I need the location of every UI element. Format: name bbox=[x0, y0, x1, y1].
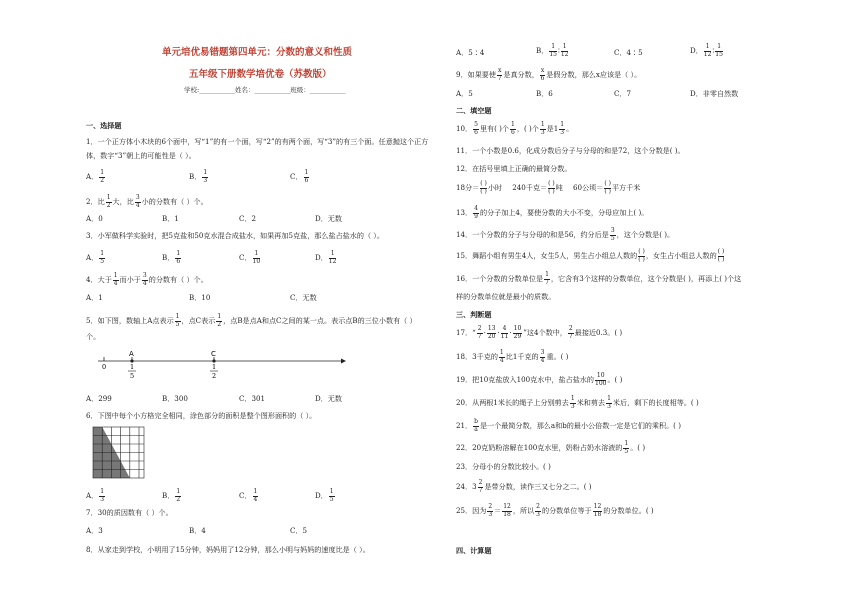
question-1-line2: 体，数字“3”朝上的可能性是（ ）。 bbox=[86, 151, 196, 160]
question-12-blanks: 18分＝ ( ) ( ) 小时 240千克＝ ( ) ( ) 吨 60公顷＝ ( ) ( ) 平方千米 bbox=[456, 180, 641, 195]
question-17: 17．“ $\frac{2}{7}$ · $\frac{13}{20}$ · $\frac{4}{11}$ · $\frac{10}{29}$ ”这4个数中， $\frac{2}{7}$ 最接近0.3。( ) bbox=[456, 325, 623, 340]
q2-option-a: A．0 bbox=[86, 214, 103, 223]
question-4: 4．大于 $\frac{1}{4}$ 而小于 $\frac{3}{4}$ 的分数有（ ）个。 bbox=[86, 272, 208, 287]
q6-option-d: D． $\frac{1}{5}$ bbox=[315, 488, 334, 503]
q1-option-a: A． $\frac{1}{2}$ bbox=[86, 169, 105, 184]
question-23: 23．分母小的分数比较小。( ) bbox=[456, 462, 551, 471]
label-a: A bbox=[129, 350, 134, 358]
page-subtitle: 五年级下册数学培优卷（苏教版） bbox=[189, 69, 332, 80]
question-22: 22．20克奶粉溶解在100克水里，奶粉占奶水溶液的 $\frac{1}{5}$ 。( ) bbox=[456, 440, 646, 455]
section-heading-fill: 二、填空题 bbox=[456, 106, 492, 115]
q6-option-c: C． $\frac{1}{4}$ bbox=[239, 488, 258, 503]
question-12: 12．在括号里填上正确的最简分数。 bbox=[456, 164, 572, 173]
q7-option-c: C．5 bbox=[290, 526, 308, 535]
question-5-line2: 个。 bbox=[86, 332, 101, 341]
q1-option-b: B． $\frac{1}{3}$ bbox=[189, 169, 208, 184]
question-16-line2: 样的分数单位就是最小的质数。 bbox=[456, 292, 556, 301]
question-3: 3．小军做科学实验时，把5克盐和50克水混合成盐水，如果再加5克盐，那么盐占盐水的（ ）。 bbox=[86, 231, 384, 240]
q4-option-c: C．无数 bbox=[290, 293, 317, 302]
q9-option-a: A．5 bbox=[456, 89, 473, 98]
q5-option-d: D．无数 bbox=[315, 394, 342, 403]
question-21: 21． $\frac{b}{a}$ 是一个最简分数，那么a和b的最小公倍数一定是它们的乘积。( ) bbox=[456, 418, 681, 433]
label-c: C bbox=[211, 350, 216, 358]
question-9: 9．如果要使 $\frac{x}{7}$ 是真分数， $\frac{x}{6}$ 是假分数，那么x应该是（ ）。 bbox=[456, 67, 642, 82]
q8-option-b: B． $\frac{1}{15}$ ∶ $\frac{1}{12}$ bbox=[536, 43, 569, 58]
q4-option-b: B．10 bbox=[189, 293, 211, 302]
question-20: 20．从两根1米长的绳子上分别剪去 $\frac{1}{3}$ 米和剪去 $\frac{1}{3}$ 米后，剩下的长度相等。( ) bbox=[456, 395, 699, 410]
left-column bbox=[86, 0, 476, 608]
q3-option-a: A． $\frac{1}{5}$ bbox=[86, 250, 105, 265]
question-19: 19．把10克盐放入100克水中，盐占盐水的 $\frac{10}{100}$ 。( ) bbox=[456, 372, 623, 387]
q8-option-d: D． $\frac{1}{12}$ ∶ $\frac{1}{15}$ bbox=[690, 43, 723, 58]
question-8: 8．从家走到学校，小明用了15分钟，妈妈用了12分钟，那么小明与妈妈的速度比是（ ）。 bbox=[86, 545, 370, 554]
student-info-line: 学校:___________姓名：___________班级：___________ bbox=[184, 86, 346, 94]
q5-option-a: A．299 bbox=[86, 394, 112, 403]
question-13: 13． $\frac{4}{9}$ 的分子加上4，要使分数的大小不变，分母应加上( )。 bbox=[456, 205, 649, 220]
question-15: 15．舞蹈小组有男生4人，女生5人，男生占小组总人数的 ( ) ( ) ，女生占小组总人数的 ( ) ( ) bbox=[456, 248, 725, 263]
right-column bbox=[456, 0, 846, 608]
q2-option-d: D．无数 bbox=[315, 214, 342, 223]
q6-option-b: B． $\frac{1}{2}$ bbox=[162, 488, 181, 503]
frac-c-num: 1 bbox=[212, 363, 217, 371]
page-title: 单元培优易错题第四单元：分数的意义和性质 bbox=[162, 47, 353, 58]
section-heading-calc: 四、计算题 bbox=[456, 546, 492, 555]
q1-option-c: C． $\frac{1}{6}$ bbox=[290, 169, 309, 184]
question-2: 2．比 $\frac{1}{2}$ 大，比 $\frac{3}{4}$ 小的分数有（ ）个。 bbox=[86, 194, 208, 209]
q2-option-b: B．1 bbox=[162, 214, 179, 223]
q9-option-c: C．7 bbox=[614, 89, 632, 98]
question-24: 24．3 $\frac{2}{7}$ 是带分数，读作三又七分之二。( ) bbox=[456, 479, 592, 494]
q7-option-a: A．3 bbox=[86, 526, 103, 535]
question-14: 14．一个分数的分子与分母的和是56，约分后是 $\frac{3}{5}$ ，这个分数是( )。 bbox=[456, 227, 675, 242]
q9-option-b: B．6 bbox=[536, 89, 553, 98]
q7-option-b: B．4 bbox=[189, 526, 206, 535]
q3-option-b: B． $\frac{1}{6}$ bbox=[162, 250, 181, 265]
frac-c-den: 2 bbox=[212, 372, 217, 380]
q9-option-d: D．非零自然数 bbox=[690, 89, 739, 98]
section-heading-judge: 三、判断题 bbox=[456, 310, 492, 319]
question-16: 16．一个分数的分数单位是 $\frac{1}{7}$ ，它含有3个这样的分数单位，这个分数是( )，再添上( )个这 bbox=[456, 271, 742, 286]
question-18: 18．3千克的 $\frac{1}{4}$ 比1千克的 $\frac{3}{4}$ 重。( ) bbox=[456, 349, 569, 364]
question-5: 5．如下图，数轴上A点表示 $\frac{1}{5}$ ，点C表示 $\frac{1}{2}$ ，点B是点A和点C之间的某一点。表示点B的三位小数有（ ） bbox=[86, 313, 417, 328]
frac-a-num: 1 bbox=[130, 363, 135, 371]
question-1: 1．一个正方体小木块的6个面中，写“1”的有一个面，写“2”的有两个面，写“3”的有三个面。任意抛这个正方 bbox=[86, 137, 429, 146]
frac-a-den: 5 bbox=[130, 372, 135, 380]
question-11: 11．一个小数是0.6，化成分数后分子与分母的和是72，这个分数是( )。 bbox=[456, 146, 685, 155]
q3-option-d: D． $\frac{1}{12}$ bbox=[315, 250, 337, 265]
q8-option-a: A．5∶4 bbox=[456, 48, 485, 57]
label-zero: 0 bbox=[102, 363, 107, 371]
question-6: 6．下图中每个小方格完全相同，涂色部分的面积是整个图形面积的（ ）。 bbox=[86, 411, 317, 420]
number-line-arrow bbox=[341, 359, 346, 364]
question-10: 10． $\frac{5}{6}$ 里有( )个 $\frac{1}{6}$ ，( )个 $\frac{1}{3}$ 是1 $\frac{1}{3}$ 。 bbox=[456, 121, 574, 136]
question-7: 7．30的质因数有（ ）个。 bbox=[86, 508, 173, 517]
grid-shaded-figure bbox=[92, 426, 147, 480]
section-heading-choice: 一、选择题 bbox=[86, 121, 122, 130]
q2-option-c: C．2 bbox=[239, 214, 257, 223]
number-line-diagram bbox=[96, 347, 346, 383]
q6-option-a: A． $\frac{1}{3}$ bbox=[86, 488, 105, 503]
q5-option-b: B．300 bbox=[162, 394, 188, 403]
q8-option-c: C．4∶5 bbox=[614, 48, 643, 57]
q3-option-c: C． $\frac{1}{10}$ bbox=[239, 250, 261, 265]
question-25: 25．因为 $\frac{2}{3}$ ＝ $\frac{12}{18}$ ，所以 $\frac{2}{3}$ 的分数单位等于 $\frac{12}{18}$ 的分数单位。( ) bbox=[456, 503, 654, 518]
q4-option-a: A．1 bbox=[86, 293, 103, 302]
q5-option-c: C．301 bbox=[239, 394, 266, 403]
